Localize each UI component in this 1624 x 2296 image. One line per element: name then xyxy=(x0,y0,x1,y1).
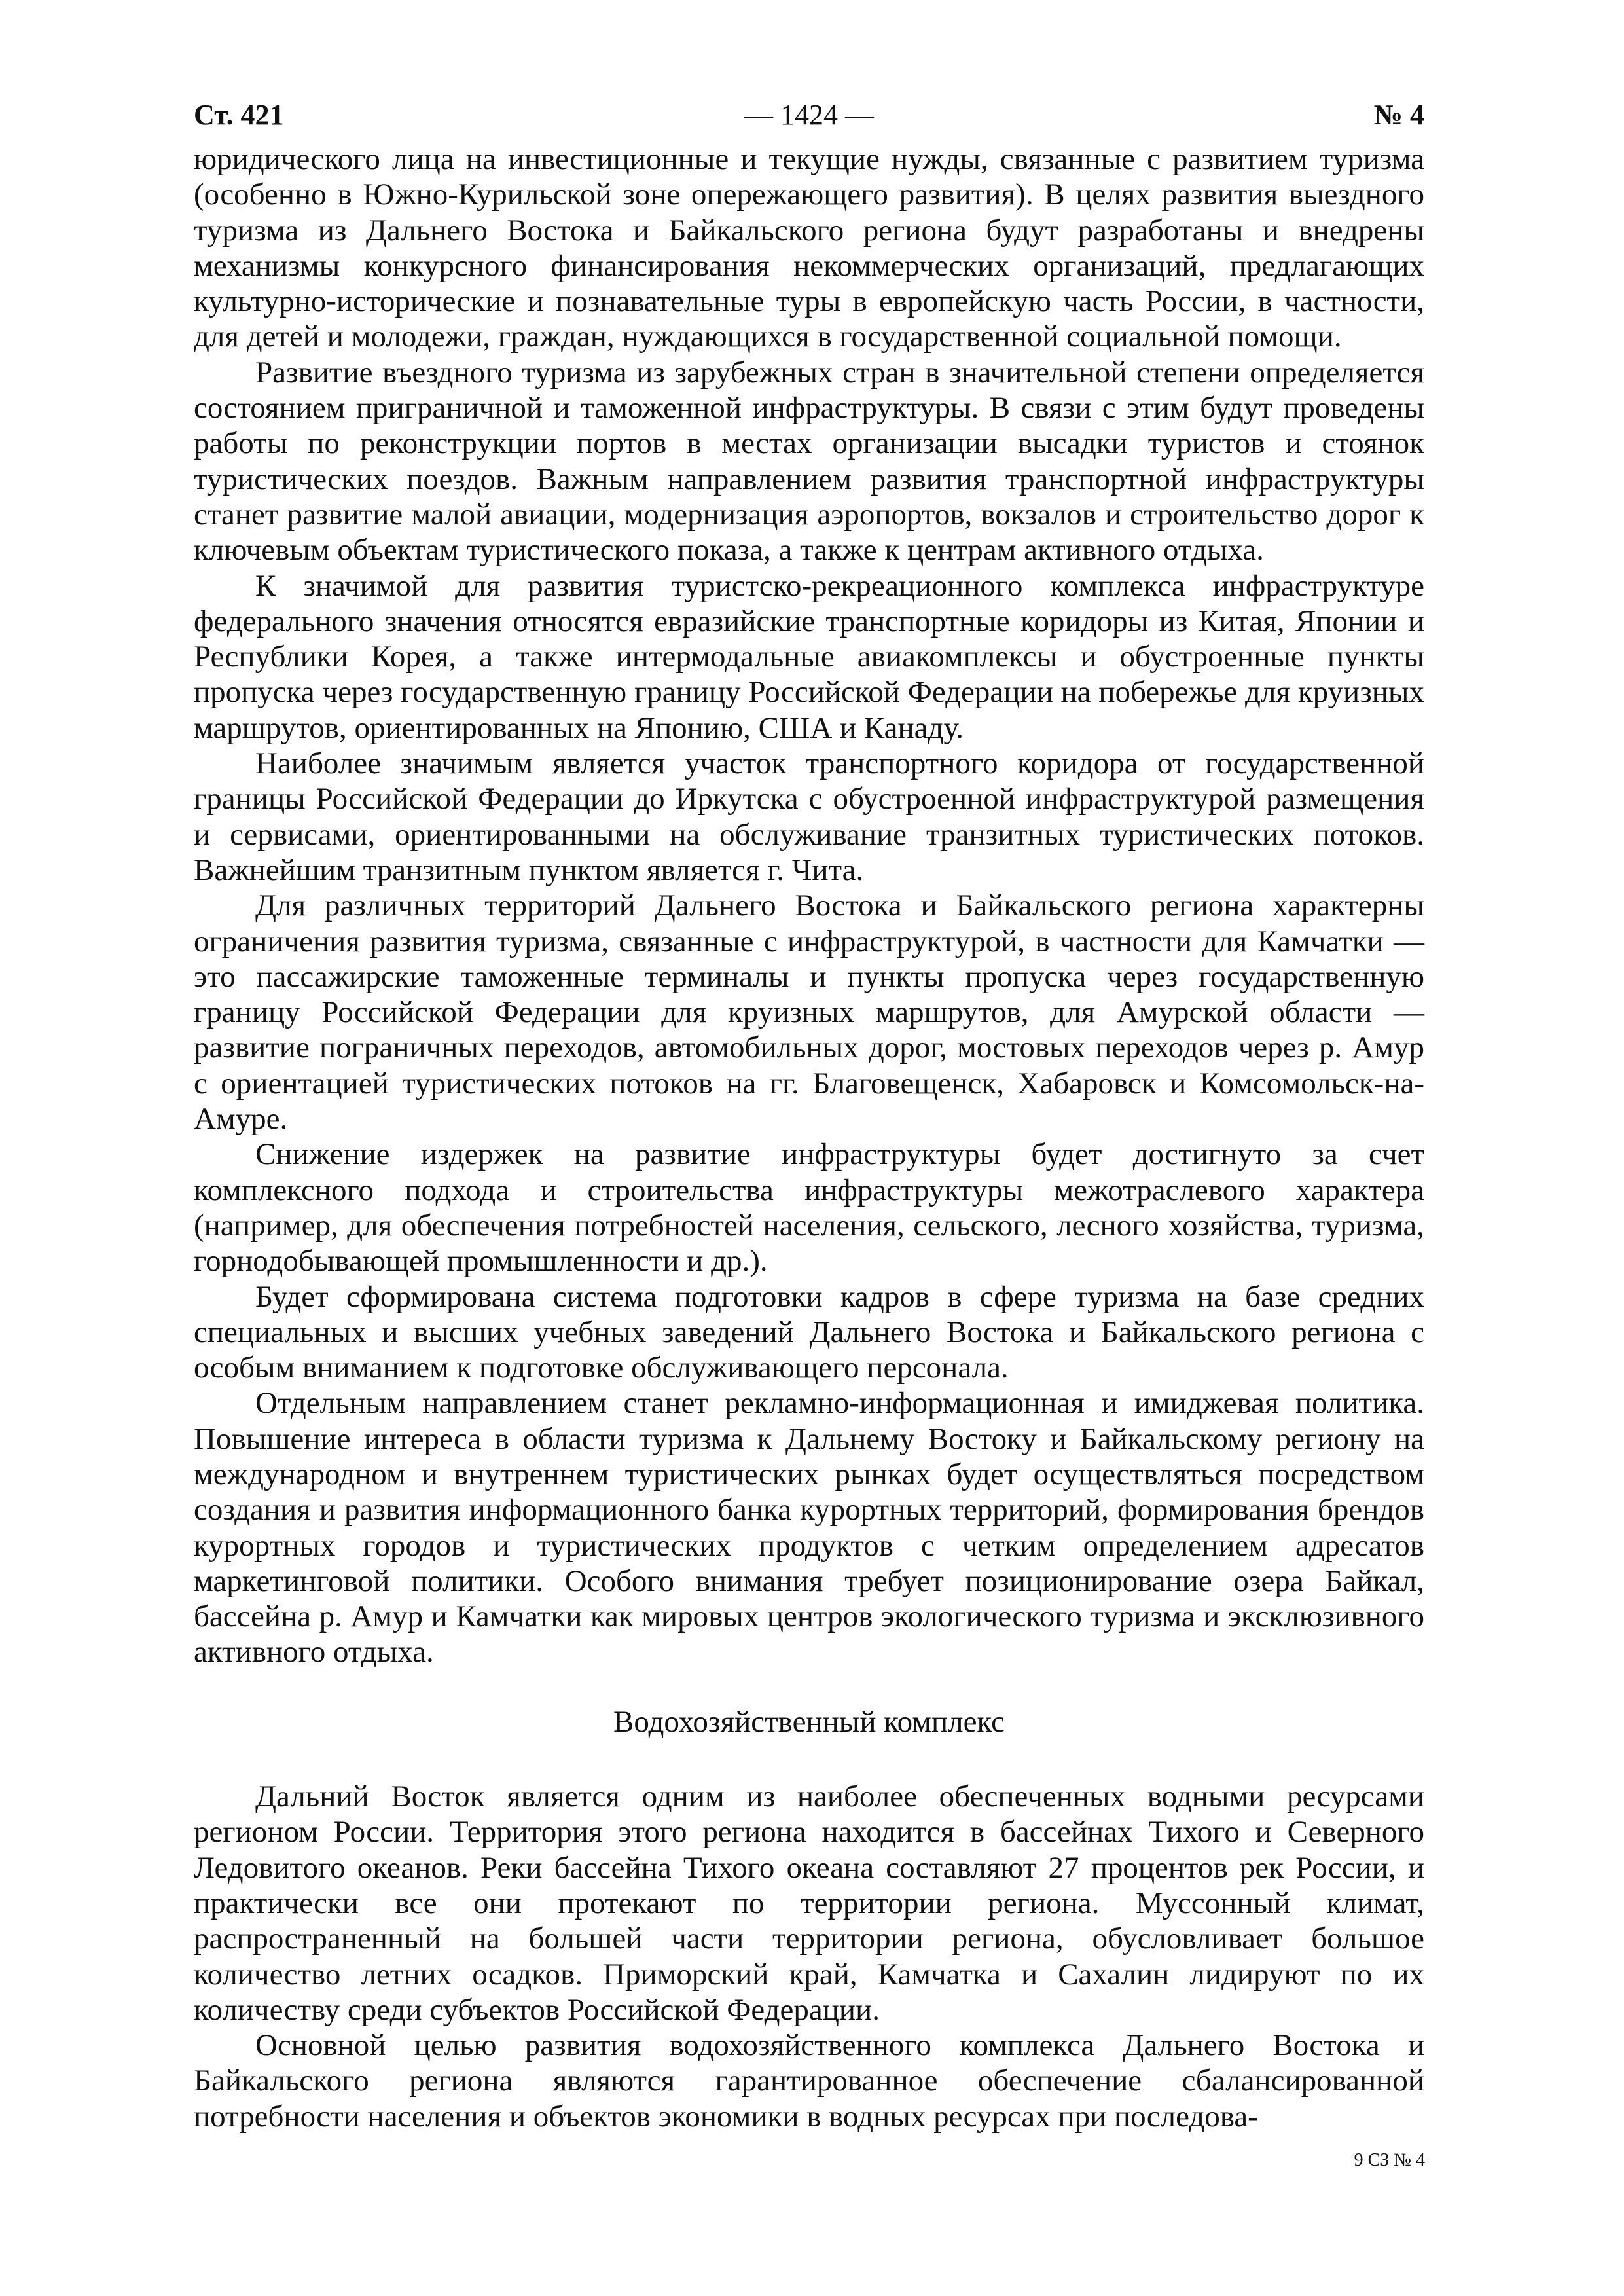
page-number: — 1424 — xyxy=(744,99,874,131)
body-text xyxy=(194,141,1424,2134)
page-header xyxy=(194,98,1424,144)
paragraph: Для различных территорий Дальнего Востока и Байкальского региона характерны ограничения развития туризма, связанные с инфраструктурой, в частности для Камчатки — это пассажирские таможенные терминалы и пункты пропуска через государственную границу Российской Федерации для круизных маршрутов, для Амурской области — развитие пограничных переходов, автомобильных дорог, мостовых переходов через р. Амур с ориентацией туристических потоков на гг. Благовещенск, Хабаровск и Комсомольск-на-Амуре. xyxy=(194,888,1424,1137)
paragraph: Снижение издержек на развитие инфраструктуры будет достигнуто за счет комплексного подхода и строительства инфраструктуры межотраслевого характера (например, для обеспечения потребностей населения, сельского, лесного хозяйства, туризма, горнодобывающей промышленности и др.). xyxy=(194,1137,1424,1279)
paragraph: Наиболее значимым является участок транспортного коридора от государственной границы Российской Федерации до Иркутска с обустроенной инфраструктурой размещения и сервисами, ориентированными на обслуживание транзитных туристических потоков. Важнейшим транзитным пунктом является г. Чита. xyxy=(194,746,1424,887)
paragraph: Развитие въездного туризма из зарубежных стран в значительной степени определяется состоянием приграничной и таможенной инфраструктуры. В связи с этим будут проведены работы по реконструкции портов в местах организации высадки туристов и стоянок туристических поездов. Важным направлением развития транспортной инфраструктуры станет развитие малой авиации, модернизация аэропортов, вокзалов и строительство дорог к ключевым объектам туристического показа, а также к центрам активного отдыха. xyxy=(194,355,1424,568)
paragraph: Дальний Восток является одним из наиболее обеспеченных водными ресурсами регионом России. Территория этого региона находится в бассейнах Тихого и Северного Ледовитого океанов. Реки бассейна Тихого океана составляют 27 процентов рек России, и практически все они протекают по территории региона. Муссонный климат, распространенный на большей части территории региона, обусловливает большое количество летних осадков. Приморский край, Камчатка и Сахалин лидируют по их количеству среди субъектов Российской Федерации. xyxy=(194,1779,1424,2027)
footer-signature: 9 СЗ № 4 xyxy=(1354,2150,1425,2170)
paragraph: К значимой для развития туристско-рекреационного комплекса инфраструктуре федерального значения относятся евразийские транспортные коридоры из Китая, Японии и Республики Корея, а также интермодальные авиакомплексы и обустроенные пункты пропуска через государственную границу Российской Федерации на побережье для круизных маршрутов, ориентированных на Японию, США и Канаду. xyxy=(194,568,1424,745)
paragraph: юридического лица на инвестиционные и текущие нужды, связанные с развитием туризма (особенно в Южно-Курильской зоне опережающего развития). В целях развития выездного туризма из Дальнего Востока и Байкальского региона будут разработаны и внедрены механизмы конкурсного финансирования некоммерческих организаций, предлагающих культурно-исторические и познавательные туры в европейскую часть России, в частности, для детей и молодежи, граждан, нуждающихся в государственной социальной помощи. xyxy=(194,142,1424,354)
paragraph: Основной целью развития водохозяйственного комплекса Дальнего Востока и Байкальского региона являются гарантированное обеспечение сбалансированной потребности населения и объектов экономики в водных ресурсах при последова- xyxy=(194,2028,1424,2134)
paragraph: Отдельным направлением станет рекламно-информационная и имиджевая политика. Повышение интереса в области туризма к Дальнему Востоку и Байкальскому региону на международном и внутреннем туристических рынках будет осуществляться посредством создания и развития информационного банка курортных территорий, формирования брендов курортных городов и туристических продуктов с четким определением адресатов маркетинговой политики. Особого внимания требует позиционирование озера Байкал, бассейна р. Амур и Камчатки как мировых центров экологического туризма и эксклюзивного активного отдыха. xyxy=(194,1386,1424,1669)
issue-number: № 4 xyxy=(1373,99,1424,131)
article-number: Ст. 421 xyxy=(194,99,284,131)
section-heading: Водохозяйственный комплекс xyxy=(613,1704,1005,1739)
paragraph: Будет сформирована система подготовки кадров в сфере туризма на базе средних специальных и высших учебных заведений Дальнего Востока и Байкальского региона с особым вниманием к подготовке обслуживающего персонала. xyxy=(194,1279,1424,1385)
